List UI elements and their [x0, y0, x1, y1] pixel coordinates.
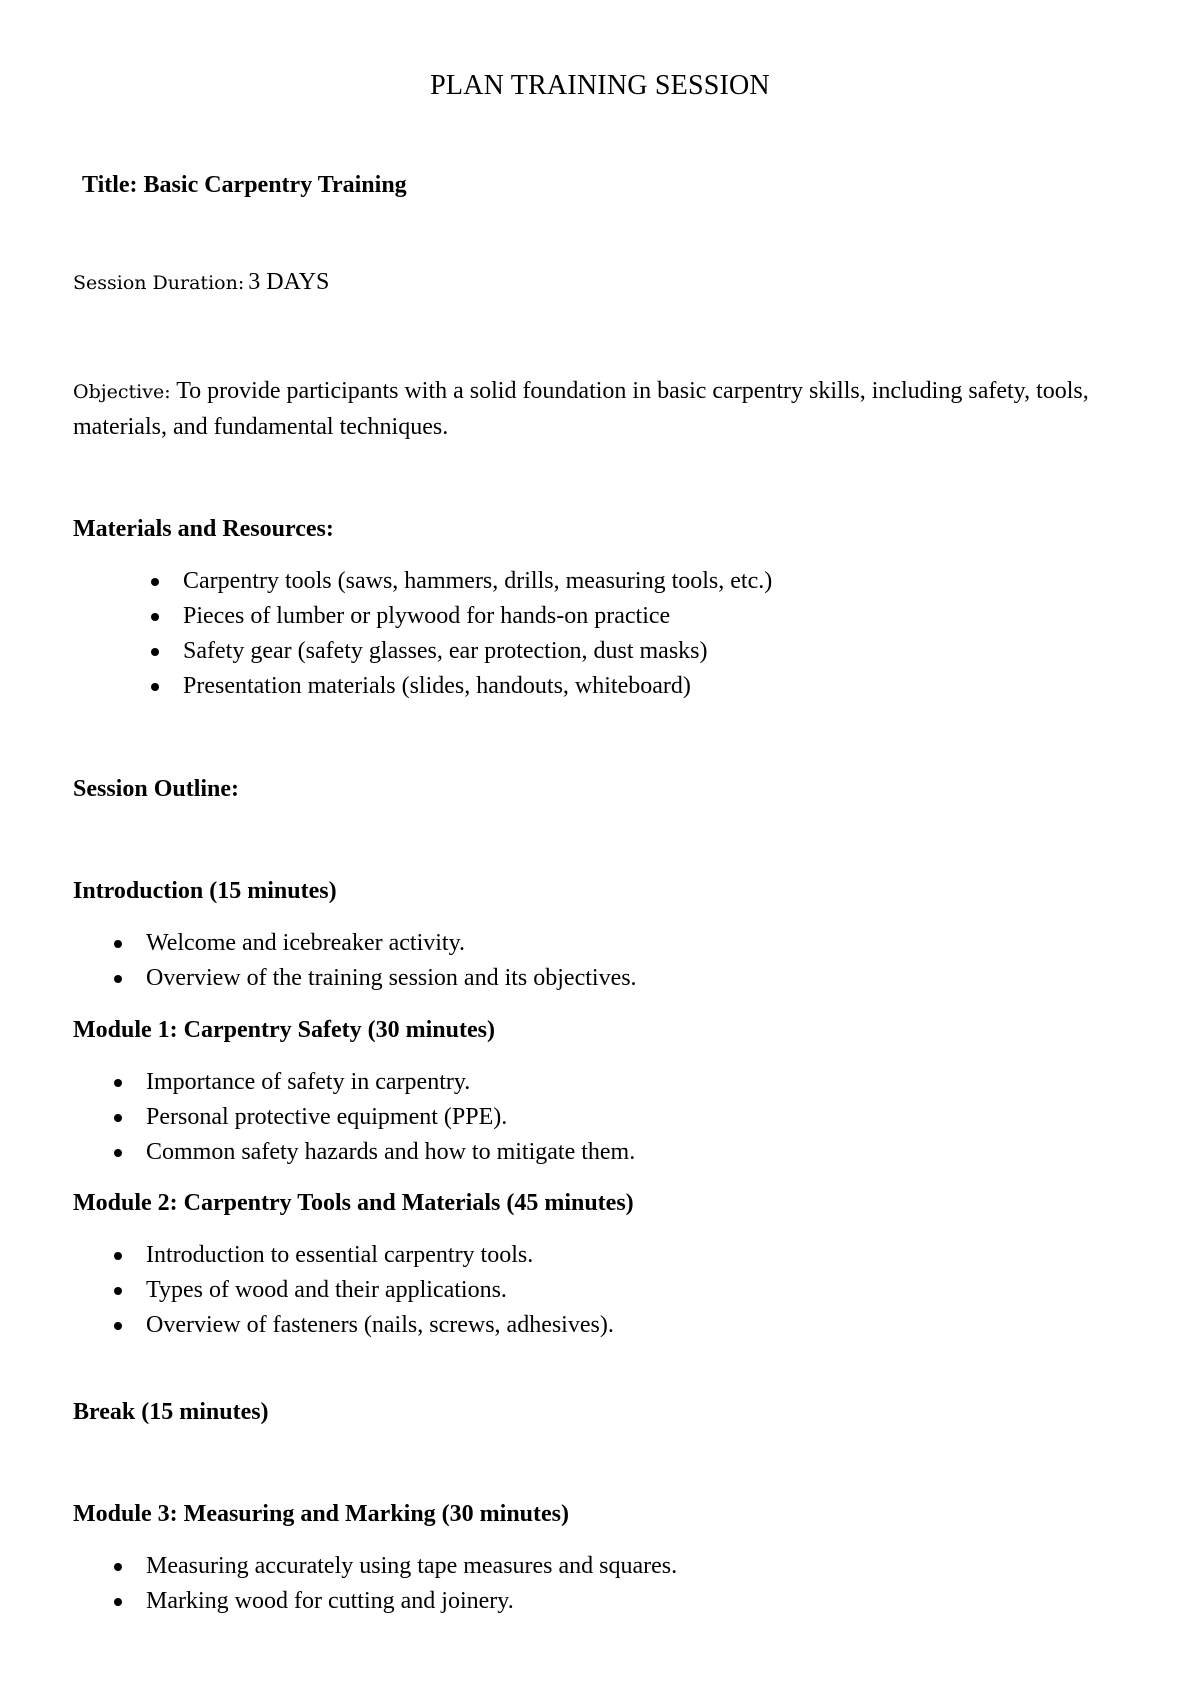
- list-item: Carpentry tools (saws, hammers, drills, measuring tools, etc.): [73, 564, 772, 599]
- document-title: PLAN TRAINING SESSION: [430, 70, 770, 101]
- bullet-icon: [151, 578, 159, 586]
- objective-text: To provide participants with a solid foundation in basic carpentry skills, including safety, tools, materials, and fundamental techniques.: [73, 378, 1089, 440]
- bullet-icon: [151, 683, 159, 691]
- list-item: Presentation materials (slides, handouts, whiteboard): [73, 669, 772, 704]
- bullet-icon: [114, 1287, 122, 1295]
- bullet-icon: [114, 1114, 122, 1122]
- session-duration: [73, 269, 329, 296]
- list-item: Importance of safety in carpentry.: [73, 1065, 635, 1100]
- list-item: Common safety hazards and how to mitigate them.: [73, 1135, 635, 1170]
- bullet-icon: [114, 1149, 122, 1157]
- bullet-icon: [151, 648, 159, 656]
- module-3-list: [73, 1549, 677, 1619]
- list-item: Overview of the training session and its objectives.: [73, 961, 637, 996]
- bullet-icon: [114, 1322, 122, 1330]
- section-heading-module-2: Module 2: Carpentry Tools and Materials (45 minutes): [73, 1190, 634, 1216]
- list-item: Pieces of lumber or plywood for hands-on practice: [73, 599, 772, 634]
- list-item: Safety gear (safety glasses, ear protection, dust masks): [73, 634, 772, 669]
- introduction-list: [73, 926, 637, 996]
- list-item: Types of wood and their applications.: [73, 1273, 614, 1308]
- bullet-icon: [151, 613, 159, 621]
- materials-list: [73, 564, 772, 704]
- list-item: Personal protective equipment (PPE).: [73, 1100, 635, 1135]
- bullet-icon: [114, 975, 122, 983]
- list-item: Introduction to essential carpentry tools.: [73, 1238, 614, 1273]
- outline-heading: Session Outline:: [73, 776, 240, 802]
- section-heading-module-3: Module 3: Measuring and Marking (30 minutes): [73, 1501, 570, 1527]
- module-2-list: [73, 1238, 614, 1343]
- section-heading-break: Break (15 minutes): [73, 1399, 269, 1425]
- list-item: Measuring accurately using tape measures and squares.: [73, 1549, 677, 1584]
- list-item: Welcome and icebreaker activity.: [73, 926, 637, 961]
- list-item: Marking wood for cutting and joinery.: [73, 1584, 677, 1619]
- duration-value: 3 DAYS: [248, 269, 330, 295]
- bullet-icon: [114, 940, 122, 948]
- bullet-icon: [114, 1598, 122, 1606]
- bullet-icon: [114, 1252, 122, 1260]
- bullet-icon: [114, 1563, 122, 1571]
- objective: [73, 374, 1143, 445]
- list-item: Overview of fasteners (nails, screws, adhesives).: [73, 1308, 614, 1343]
- bullet-icon: [114, 1079, 122, 1087]
- objective-label: Objective:: [73, 381, 171, 403]
- section-heading-module-1: Module 1: Carpentry Safety (30 minutes): [73, 1017, 495, 1043]
- training-title: Title: Basic Carpentry Training: [82, 172, 407, 198]
- duration-label: Session Duration:: [73, 272, 245, 294]
- materials-heading: Materials and Resources:: [73, 516, 334, 542]
- section-heading-introduction: Introduction (15 minutes): [73, 878, 337, 904]
- module-1-list: [73, 1065, 635, 1170]
